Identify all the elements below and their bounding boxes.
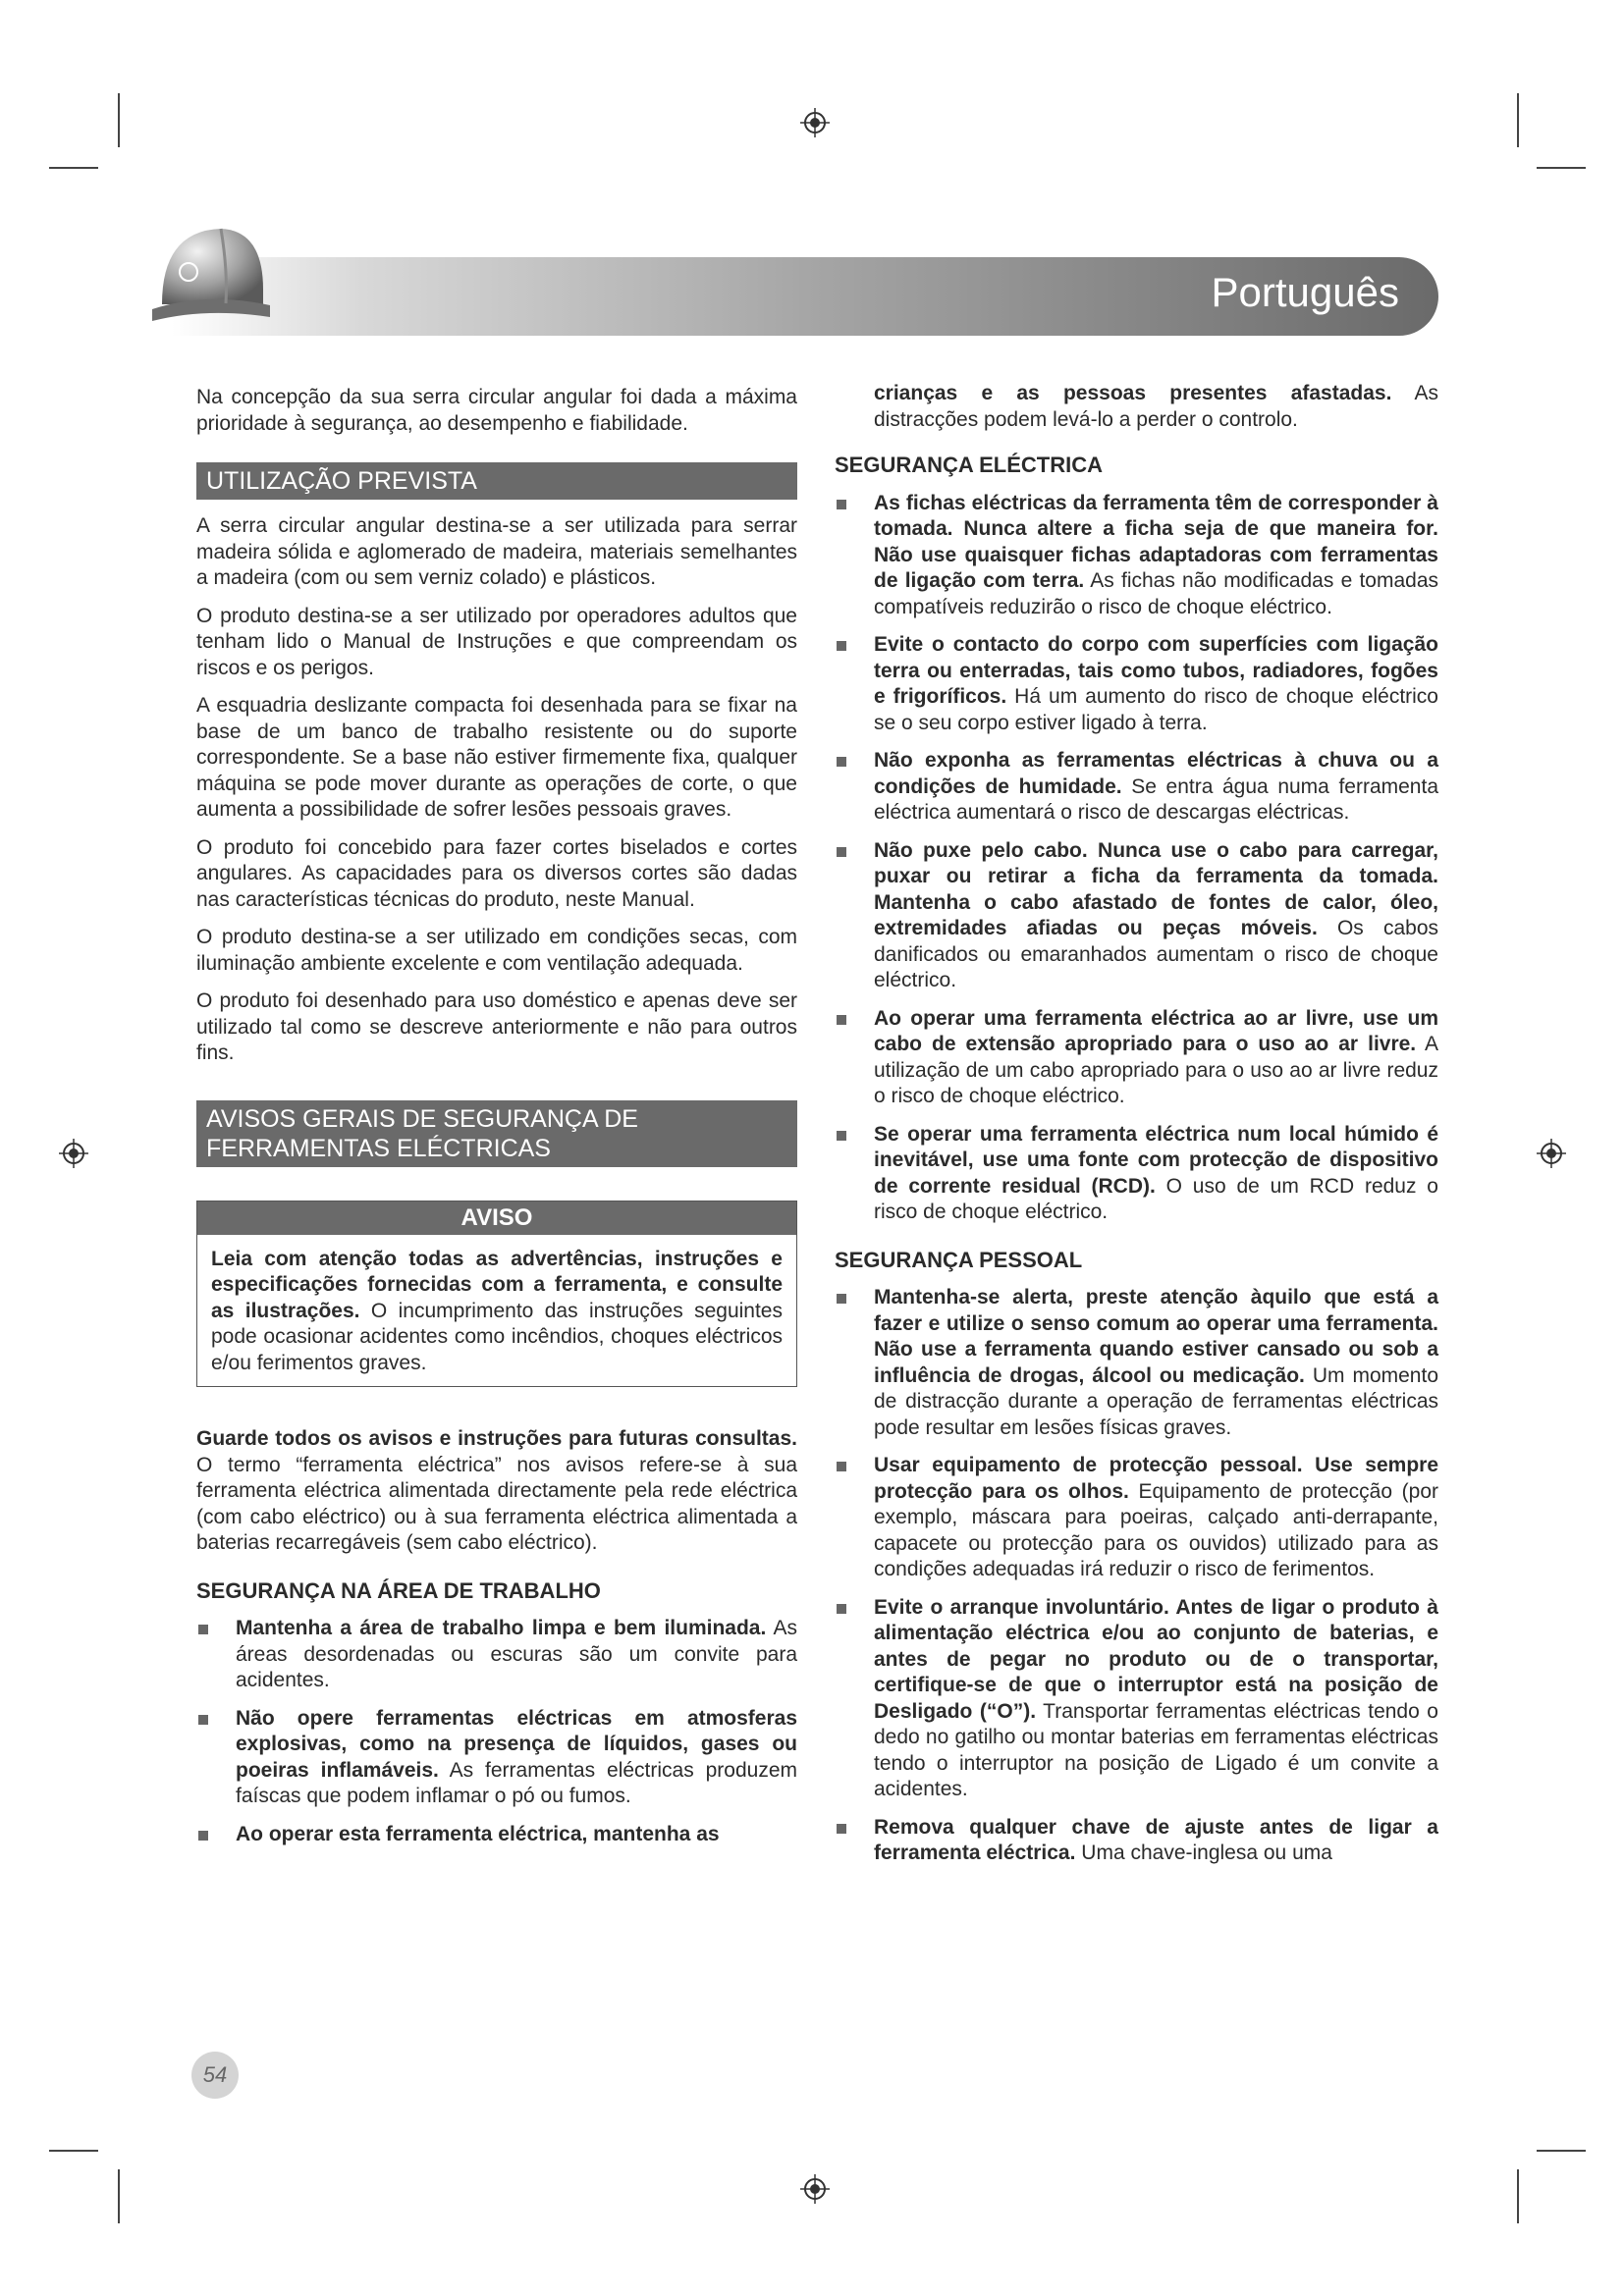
list-item	[196, 1706, 797, 1810]
warning-title: AVISO	[197, 1201, 796, 1235]
page-number: 54	[191, 2052, 239, 2099]
helmet-icon	[147, 211, 275, 339]
paragraph: O produto foi concebido para fazer cortes biselados e cortes angulares. As capacidades para os diversos cortes são dadas nas características técnicas do produto, neste Manual.	[196, 835, 797, 911]
registration-mark-icon	[59, 1139, 88, 1168]
paragraph: O produto destina-se a ser utilizado por operadores adultos que tenham lido o Manual de Instruções e que compreendam os riscos e os perigos.	[196, 604, 797, 679]
list-item	[835, 1595, 1438, 1803]
item-text: As distracções podem levá-lo a perder o controlo.	[874, 382, 1439, 431]
list-item	[835, 1815, 1438, 1867]
keep-bold: Guarde todos os avisos e instruções para futuras consultas.	[196, 1427, 797, 1450]
item-bold: Mantenha-se alerta, preste atenção àquilo que está a fazer e utilize o senso comum ao operar uma ferramenta. Não use a ferramenta quando estiver cansado ou sob a influência de drogas, álcool ou medicação.	[874, 1286, 1438, 1387]
item-text: O uso de um RCD reduz o risco de choque eléctrico.	[874, 1174, 1438, 1223]
paragraph: A esquadria deslizante compacta foi desenhada para se fixar na base de um banco de trabalho resistente ou do suporte correspondente. Se a base não estiver firmemente fixa, qualquer máquina se pode mover durante as operações de corte, o que aumenta a possibilidade de sofrer lesões pessoais graves.	[196, 694, 797, 821]
warning-bold-text: Leia com atenção todas as advertências, instruções e especificações fornecidas com a ferramenta, e consulte as ilustrações.	[211, 1247, 783, 1322]
item-text: As fichas não modificadas e tomadas compatíveis reduzirão o risco de choque eléctrico.	[874, 569, 1438, 618]
registration-mark-icon	[800, 2174, 830, 2204]
list-item	[835, 1453, 1438, 1583]
personal-safety-heading: SEGURANÇA PESSOAL	[835, 1247, 1083, 1272]
left-column	[196, 385, 797, 1859]
keep-instructions-text	[196, 1426, 797, 1557]
intro-text: Na concepção da sua serra circular angular foi dada a máxima prioridade à segurança, ao desempenho e fiabilidade.	[196, 386, 797, 435]
paragraph: A serra circular angular destina-se a ser utilizada para serrar madeira sólida e aglomerado de madeira, materiais semelhantes a madeira (com ou sem verniz colado) e plásticos.	[196, 514, 797, 589]
item-text: Transportar ferramentas eléctricas tendo o dedo no gatilho ou montar baterias em ferramentas eléctricas tendo o interruptor na posição de Ligado é um convite a acidentes.	[874, 1699, 1438, 1800]
list-item-continued	[835, 381, 1438, 433]
paragraph: O produto foi desenhado para uso doméstico e apenas deve ser utilizado tal como se descreve anteriormente e não para outros fins.	[196, 989, 797, 1064]
item-bold: Não opere ferramentas eléctricas em atmosferas explosivas, como na presença de líquidos, gases ou poeiras inflamáveis.	[236, 1706, 797, 1782]
language-title: Português	[1211, 269, 1399, 315]
registration-mark-icon	[1537, 1139, 1566, 1168]
list-item	[835, 1285, 1438, 1441]
section-heading-intended-use: UTILIZAÇÃO PREVISTA	[196, 462, 797, 500]
item-bold: Remova qualquer chave de ajuste antes de ligar a ferramenta eléctrica.	[874, 1815, 1438, 1864]
item-bold: Não exponha as ferramentas eléctricas à chuva ou a condições de humidade.	[874, 749, 1438, 798]
language-banner	[172, 257, 1438, 336]
item-bold: As fichas eléctricas da ferramenta têm de corresponder à tomada. Nunca altere a ficha seja de que maneira for. Não use quaisquer fichas adaptadoras com ferramentas de ligação com terra.	[874, 491, 1438, 592]
item-bold: Ao operar esta ferramenta eléctrica, mantenha as	[236, 1822, 720, 1845]
item-text: As áreas desordenadas ou escuras são um convite para acidentes.	[236, 1617, 797, 1691]
crop-mark	[1517, 2169, 1519, 2223]
crop-mark	[118, 2169, 120, 2223]
list-item	[835, 1006, 1438, 1110]
warning-text: O incumprimento das instruções seguintes pode ocasionar acidentes como incêndios, choques eléctricos e/ou ferimentos graves.	[211, 1299, 783, 1374]
warning-box	[196, 1201, 797, 1388]
item-bold: Evite o arranque involuntário. Antes de ligar o produto à alimentação eléctrica e/ou ao conjunto de baterias, e antes de pegar no produto ou de o transportar, certifique-se de que o interruptor está na posição de Desligado (“O”).	[874, 1595, 1438, 1723]
paragraph: O produto destina-se a ser utilizado em condições secas, com iluminação ambiente excelente e com ventilação adequada.	[196, 926, 797, 975]
list-item	[196, 1822, 797, 1848]
crop-mark	[1537, 167, 1586, 169]
crop-mark	[118, 93, 120, 147]
item-text: As ferramentas eléctricas produzem faíscas que podem inflamar o pó ou fumos.	[236, 1758, 798, 1807]
right-column	[835, 382, 1439, 1879]
item-text: Uma chave-inglesa ou uma	[1075, 1842, 1332, 1864]
item-text: Se entra água numa ferramenta eléctrica aumentará o risco de descargas eléctricas.	[874, 774, 1438, 824]
item-bold: Não puxe pelo cabo. Nunca use o cabo para carregar, puxar ou retirar a ficha da ferramenta da tomada. Mantenha o cabo afastado de fontes de calor, óleo, extremidades afiadas ou peças móveis.	[874, 838, 1438, 939]
item-bold: Mantenha a área de trabalho limpa e bem iluminada.	[236, 1617, 767, 1639]
registration-mark-icon	[800, 108, 830, 137]
keep-text: O termo “ferramenta eléctrica” nos avisos refere-se à sua ferramenta eléctrica alimentada directamente pela rede eléctrica (com cabo eléctrico) ou à sua ferramenta eléctrica alimentada a baterias recarregáveis (sem cabo eléctrico).	[196, 1453, 797, 1554]
crop-mark	[1517, 93, 1519, 147]
item-bold: Usar equipamento de protecção pessoal. Use sempre protecção para os olhos.	[874, 1454, 1438, 1503]
list-item	[835, 632, 1438, 736]
list-item	[835, 1122, 1438, 1226]
crop-mark	[49, 2150, 98, 2152]
item-text: Um momento de distracção durante a operação de ferramentas eléctricas pode resultar em lesões físicas graves.	[874, 1363, 1438, 1439]
item-text: Equipamento de protecção (por exemplo, máscara para poeiras, calçado anti-derrapante, capacete ou protecção para os ouvidos) utilizado para as condições adequadas irá reduzir o risco de ferimentos.	[874, 1479, 1438, 1580]
list-item	[196, 1616, 797, 1694]
section-heading-safety-warnings: AVISOS GERAIS DE SEGURANÇA DE FERRAMENTAS ELÉCTRICAS	[196, 1100, 797, 1167]
item-bold: Ao operar uma ferramenta eléctrica ao ar livre, use um cabo de extensão apropriado para o uso ao ar livre.	[874, 1006, 1438, 1055]
item-bold: crianças e as pessoas presentes afastadas.	[874, 382, 1392, 404]
crop-mark	[1537, 2150, 1586, 2152]
work-area-heading: SEGURANÇA NA ÁREA DE TRABALHO	[196, 1577, 601, 1603]
item-text: Os cabos danificados ou emaranhados aumentam o risco de choque eléctrico.	[874, 917, 1438, 991]
crop-mark	[49, 167, 98, 169]
item-bold: Se operar uma ferramenta eléctrica num local húmido é inevitável, use uma fonte com protecção de dispositivo de corrente residual (RCD).	[874, 1122, 1438, 1198]
warning-body	[197, 1235, 796, 1387]
list-item	[835, 491, 1438, 621]
electrical-safety-heading: SEGURANÇA ELÉCTRICA	[835, 453, 1103, 477]
list-item	[835, 838, 1438, 994]
list-item	[835, 748, 1438, 827]
item-bold: Evite o contacto do corpo com superfícies com ligação terra ou enterradas, tais como tubos, radiadores, fogões e frigoríficos.	[874, 633, 1438, 708]
item-text: Há um aumento do risco de choque eléctrico se o seu corpo estiver ligado à terra.	[874, 685, 1438, 734]
item-text: A utilização de um cabo apropriado para o uso ao ar livre reduz o risco de choque eléctrico.	[874, 1033, 1438, 1107]
